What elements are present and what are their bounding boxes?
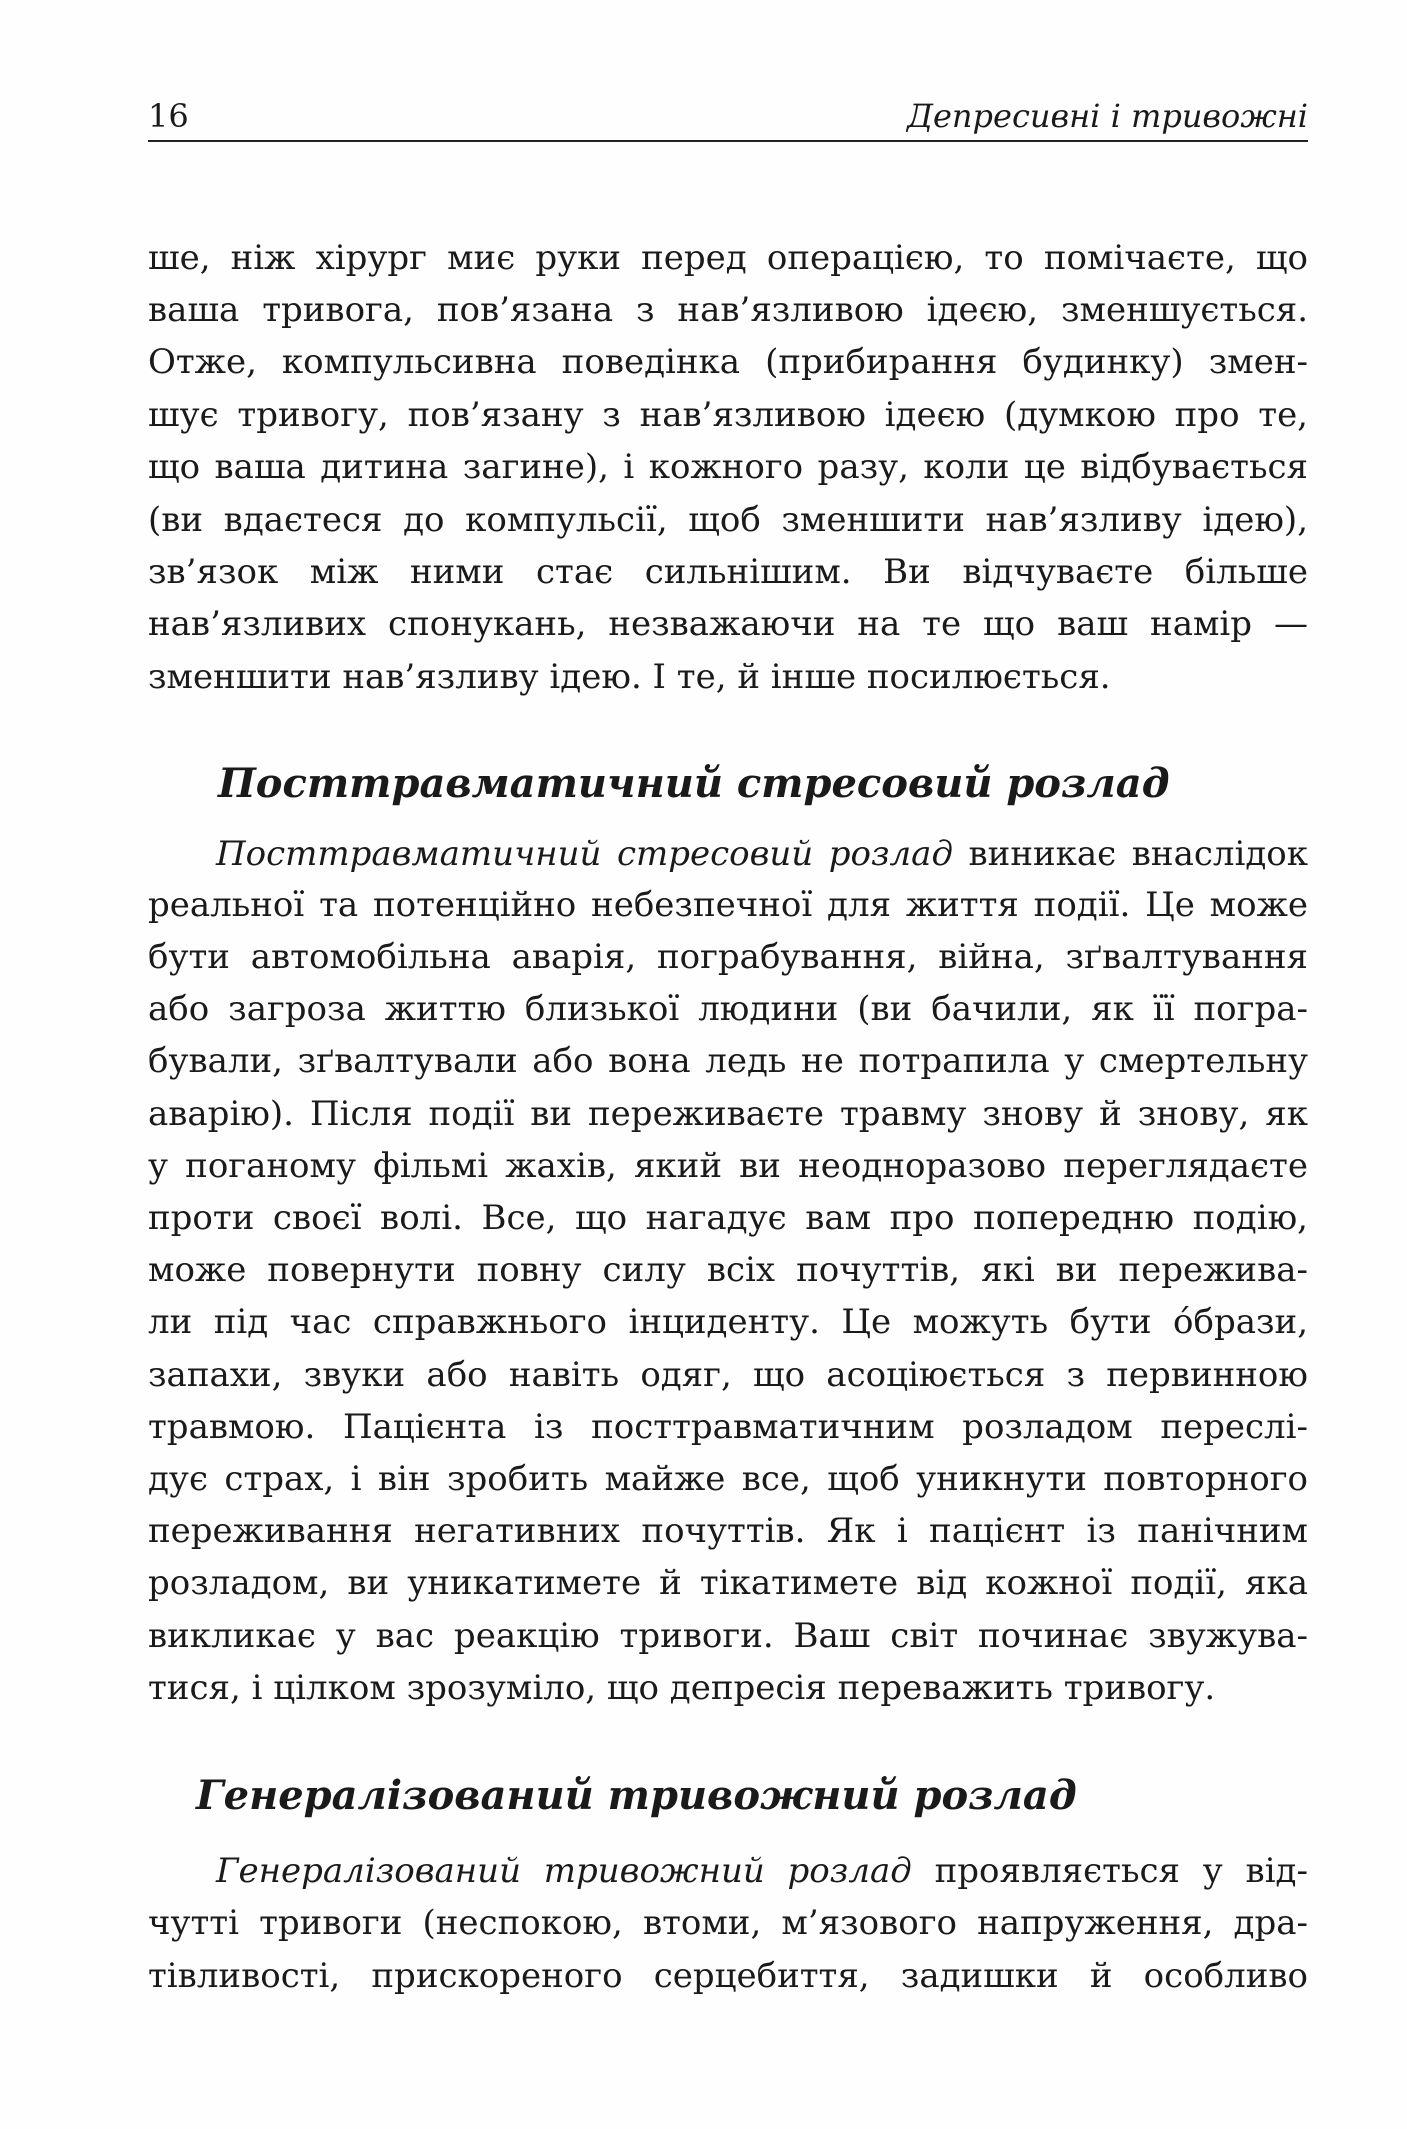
text-line: або загроза життю близької людини (ви бачили, як її погра- [148, 989, 1308, 1029]
text-line: зв’язок між ними стає сильнішим. Ви відчуваєте більше [148, 552, 1308, 592]
text-line: тівливості, прискореного серцебиття, задишки й особливо [148, 1956, 1308, 1996]
text-line: нав’язливих спонукань, незважаючи на те що ваш намір — [148, 604, 1308, 644]
text-line: проти своєї волі. Все, що нагадує вам про попередню подію, [148, 1198, 1308, 1238]
text-line: викликає у вас реакцію тривоги. Ваш світ починає звужува- [148, 1616, 1308, 1656]
text-line-first [216, 829, 1308, 879]
section-heading-gad: Генералізований тривожний розлад [196, 1772, 1077, 1819]
text-line: ше, ніж хірург миє руки перед операцією, то помічаєте, що [148, 238, 1308, 278]
running-head [148, 92, 1308, 142]
text-line: розладом, ви уникатимете й тікатимете від кожної події, яка [148, 1563, 1308, 1603]
text-line: може повернути повну силу всіх почуттів, які ви пережива- [148, 1250, 1308, 1290]
text-run: виникає внаслідок [953, 834, 1309, 874]
text-line: ваша тривога, пов’язана з нав’язливою ідеєю, зменшується. [148, 290, 1308, 330]
text-line: травмою. Пацієнта із посттравматичним розладом переслі- [148, 1407, 1308, 1447]
text-line-first [216, 1846, 1308, 1896]
text-line: чутті тривоги (неспокою, втоми, м’язового напруження, дра- [148, 1903, 1308, 1943]
text-line: переживання негативних почуттів. Як і пацієнт із панічним [148, 1511, 1308, 1551]
text-line: тися, і цілком зрозуміло, що депресія переважить тривогу. [148, 1668, 1216, 1708]
text-line: бути автомобільна аварія, пограбування, війна, зґвалтування [148, 937, 1308, 977]
italic-term: Посттравматичний стресовий розлад [216, 834, 953, 874]
text-line: (ви вдаєтеся до компульсії, щоб зменшити нав’язливу ідею), [148, 500, 1308, 540]
text-line: у поганому фільмі жахів, який ви неодноразово переглядаєте [148, 1146, 1308, 1186]
text-line: реальної та потенційно небезпечної для життя події. Це може [148, 885, 1308, 925]
italic-term: Генералізований тривожний розлад [216, 1851, 912, 1891]
text-line: зменшити нав’язливу ідею. І те, й інше посилюється. [148, 657, 1111, 697]
text-line: аварію). Після події ви переживаєте травму знову й знову, як [148, 1094, 1308, 1134]
text-line: що ваша дитина загине), і кожного разу, коли це відбувається [148, 447, 1308, 487]
text-line: бували, зґвалтували або вона ледь не потрапила у смертельну [148, 1041, 1308, 1081]
text-line: шує тривогу, пов’язану з нав’язливою ідеєю (думкою про те, [148, 395, 1308, 435]
text-run: проявляється у від- [911, 1851, 1308, 1891]
section-heading-ptsd: Посттравматичний стресовий розлад [218, 760, 1170, 807]
page-number: 16 [148, 97, 189, 135]
text-line: запахи, звуки або навіть одяг, що асоціюється з первинною [148, 1355, 1308, 1395]
text-line: Отже, компульсивна поведінка (прибирання будинку) змен- [148, 342, 1308, 382]
text-line: ли під час справжнього інциденту. Це можуть бути óбрази, [148, 1302, 1308, 1342]
text-line: дує страх, і він зробить майже все, щоб уникнути повторного [148, 1459, 1308, 1499]
running-title: Депресивні і тривожні [906, 97, 1308, 135]
